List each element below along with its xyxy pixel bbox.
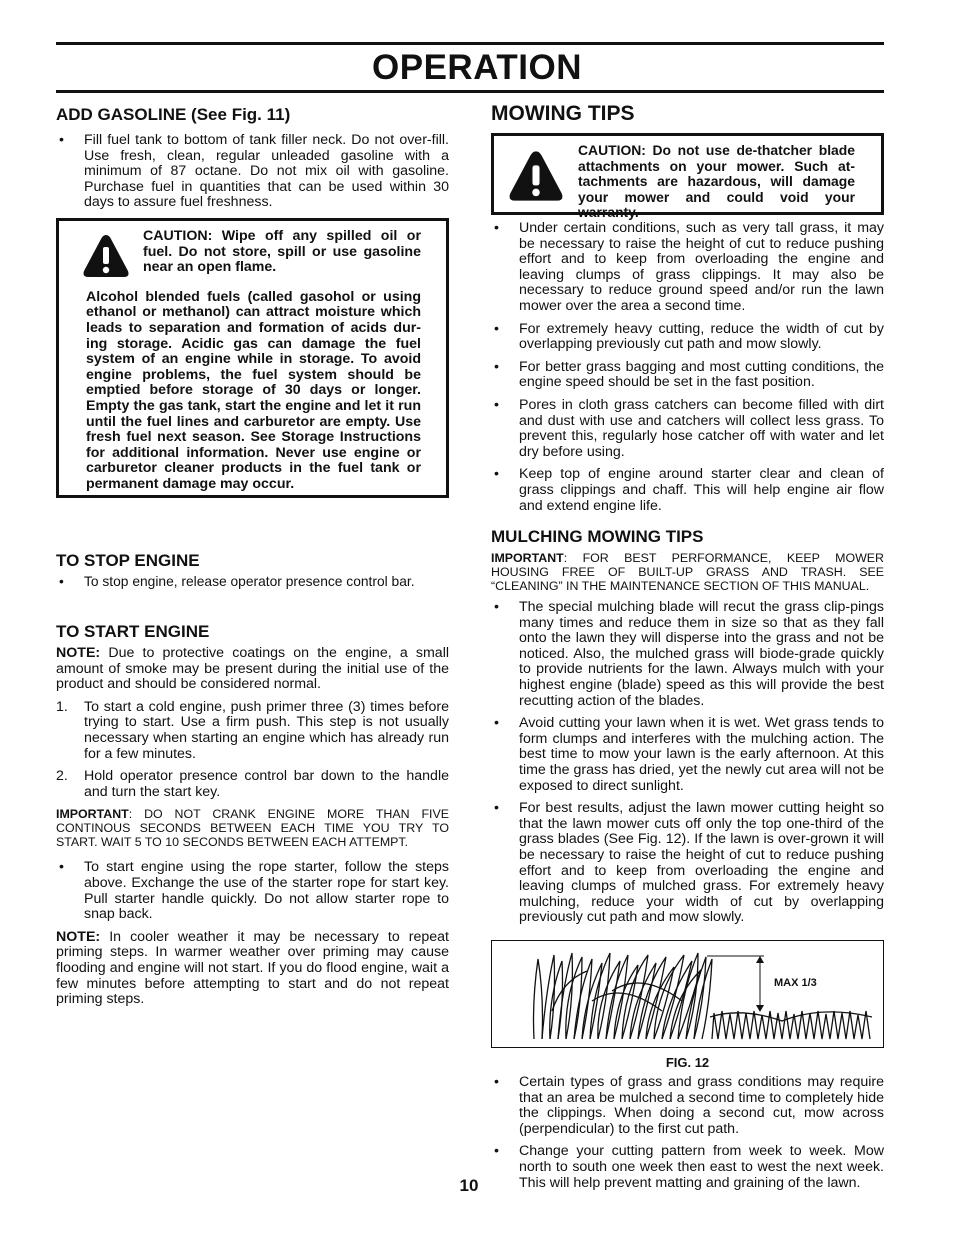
list-item: • To stop engine, release operator presence control bar. <box>56 574 449 590</box>
gasoline-caution-body: Alcohol blended fuels (called gasohol or using ethanol or methanol) can attract moisture which leads to separation and formation of acids dur-ing storage. Acidic gas can damage the fuel system of an engine while in storage. To avoid engine problems, the fuel system should be emptied before storage of 30 days or longer. Empty the gas tank, start the engine and let it run until the fuel lines and carburetor are empty. Use fresh fuel next season. See Storage Instructions for additional information. Never use engine or carburetor cleaner products in the fuel tank or permanent damage may occur. <box>86 288 421 492</box>
page-number: 10 <box>459 1176 479 1195</box>
list-item: • The special mulching blade will recut the grass clip-pings many times and reduce them in size so that as they fall onto the lawn they will disperse into the grass and not be noticed. Also, the mulched grass will biode-grade quickly to provide nutrients for the lawn. Always mulch with your highest engine (blade) speed as this will provide the best recutting action of the blades. <box>491 600 884 709</box>
start-important <box>56 807 449 849</box>
warning-icon <box>82 233 130 279</box>
list-item: • Avoid cutting your lawn when it is wet. Wet grass tends to form clumps and interferes with the mulching action. The best time to mow your lawn is the early afternoon. At this time the grass has dried, yet the newly cut area will not be exposed to direct sunlight. <box>491 716 884 794</box>
mowing-caution-text: CAUTION: Do not use de-thatcher blade attachments on your mower. Such at-tachments are hazardous, will damage your mower and could void your warranty. <box>578 142 855 220</box>
rope-start-list <box>56 860 449 922</box>
mulching-list-after <box>491 1075 884 1191</box>
important-text: : FOR BEST PERFORMANCE, KEEP MOWER HOUSING FREE OF BUILT-UP GRASS AND TRASH. SEE “CLEANING” IN THE MAINTENANCE SECTION OF THIS MANUAL. <box>491 551 884 593</box>
note-label: NOTE: <box>56 928 101 945</box>
figure-12-box <box>491 940 884 1048</box>
mowing-caution-box <box>491 133 884 220</box>
gasoline-caution-lead: CAUTION: Wipe off any spilled oil or fuel. Do not store, spill or use gasoline near an open flame. <box>143 228 421 276</box>
list-item: • Pores in cloth grass catchers can become filled with dirt and dust with use and catchers will collect less grass. To prevent this, regularly hose catcher off with water and let dry before using. <box>491 398 884 460</box>
figure-caption: FIG. 12 <box>665 1055 710 1070</box>
list-item <box>56 700 449 762</box>
step-number: 1. <box>56 698 68 715</box>
start-engine-heading: TO START ENGINE <box>56 622 210 641</box>
note-text: Due to protective coatings on the engine, a small amount of smoke may be present during the initial use of the product and should be considered normal. <box>56 645 449 693</box>
start-engine-note2 <box>56 930 449 1008</box>
step-number: 2. <box>56 768 68 785</box>
add-gasoline-heading: ADD GASOLINE (See Fig. 11) <box>56 105 291 124</box>
mowing-tips-heading: MOWING TIPS <box>491 102 635 125</box>
step-text: To start a cold engine, push primer three (3) times before trying to start. Use a firm push. This step is not usually necessary when starting an engine which has already run for a few minutes. <box>84 698 449 762</box>
mulching-list <box>491 600 884 926</box>
add-gasoline-list <box>56 133 449 211</box>
list-item: • For extremely heavy cutting, reduce the width of cut by overlapping previously cut path and mow slowly. <box>491 322 884 353</box>
list-item <box>56 769 449 800</box>
page-title: OPERATION <box>372 48 582 87</box>
mulching-heading: MULCHING MOWING TIPS <box>491 527 704 546</box>
mowing-tips-list <box>491 221 884 514</box>
important-text: : DO NOT CRANK ENGINE MORE THAN FIVE CONTINOUS SECONDS BETWEEN EACH TIME YOU TRY TO START. WAIT 5 TO 10 SECONDS BETWEEN EACH ATTEMPT. <box>56 807 449 850</box>
step-text: Hold operator presence control bar down to the handle and turn the start key. <box>84 768 449 800</box>
note-text: In cooler weather it may be necessary to repeat priming steps. In warmer weather over priming may cause flooding and engine will not start. If you do flood engine, wait a few minutes before attempting to start and do not repeat priming steps. <box>56 928 449 1008</box>
warning-icon <box>507 149 565 203</box>
right-column <box>491 100 884 1191</box>
title-underline <box>56 90 884 93</box>
list-item: • Under certain conditions, such as very tall grass, it may be necessary to raise the height of cut to reduce pushing effort and to keep from overloading the engine and leaving clumps of grass clippings. It may also be necessary to reduce ground speed and/or run the lawn mower over the area a second time. <box>491 221 884 315</box>
note-label: NOTE: <box>56 645 101 661</box>
list-item: • Keep top of engine around starter clear and clean of grass clippings and chaff. This will help engine air flow and extend engine life. <box>491 467 884 514</box>
list-item: • Change your cutting pattern from week to week. Mow north to south one week then east to west the next week. This will help prevent matting and graining of the lawn. <box>491 1144 884 1191</box>
important-label: IMPORTANT <box>56 807 129 822</box>
gasoline-caution-box <box>56 218 449 498</box>
start-engine-note <box>56 646 449 693</box>
top-rule <box>56 42 884 45</box>
list-item: • To start engine using the rope starter, follow the steps above. Exchange the use of the starter rope for start key. Pull starter handle quickly. Do not allow starter rope to snap back. <box>56 860 449 922</box>
stop-engine-heading: TO STOP ENGINE <box>56 551 200 570</box>
mulching-important <box>491 551 884 593</box>
grass-illustration <box>492 941 882 1046</box>
list-item: • Fill fuel tank to bottom of tank filler neck. Do not over-fill. Use fresh, clean, regular unleaded gasoline with a minimum of 87 octane. Do not mix oil with gasoline. Purchase fuel in quantities that can be used within 30 days to assure fuel freshness. <box>56 133 449 211</box>
important-label: IMPORTANT <box>491 551 564 565</box>
list-item: • For better grass bagging and most cutting conditions, the engine speed should be set in the fast position. <box>491 360 884 391</box>
start-steps <box>56 700 449 801</box>
stop-engine-list <box>56 574 449 590</box>
list-item: • Certain types of grass and grass conditions may require that an area be mulched a second time to completely hide the clippings. When doing a second cut, mow across (perpendicular) to the first cut path. <box>491 1075 884 1137</box>
max-one-third-label: MAX 1/3 <box>774 977 817 989</box>
list-item: • For best results, adjust the lawn mower cutting height so that the lawn mower cuts off only the top one-third of the grass blades (See Fig. 12). If the lawn is over-grown it will be necessary to raise the height of cut to reduce pushing effort and to keep from overloading the engine and leaving clumps of mulched grass. For extremely heavy mulching, reduce your width of cut by overlapping previously cut path and mow slowly. <box>491 801 884 926</box>
